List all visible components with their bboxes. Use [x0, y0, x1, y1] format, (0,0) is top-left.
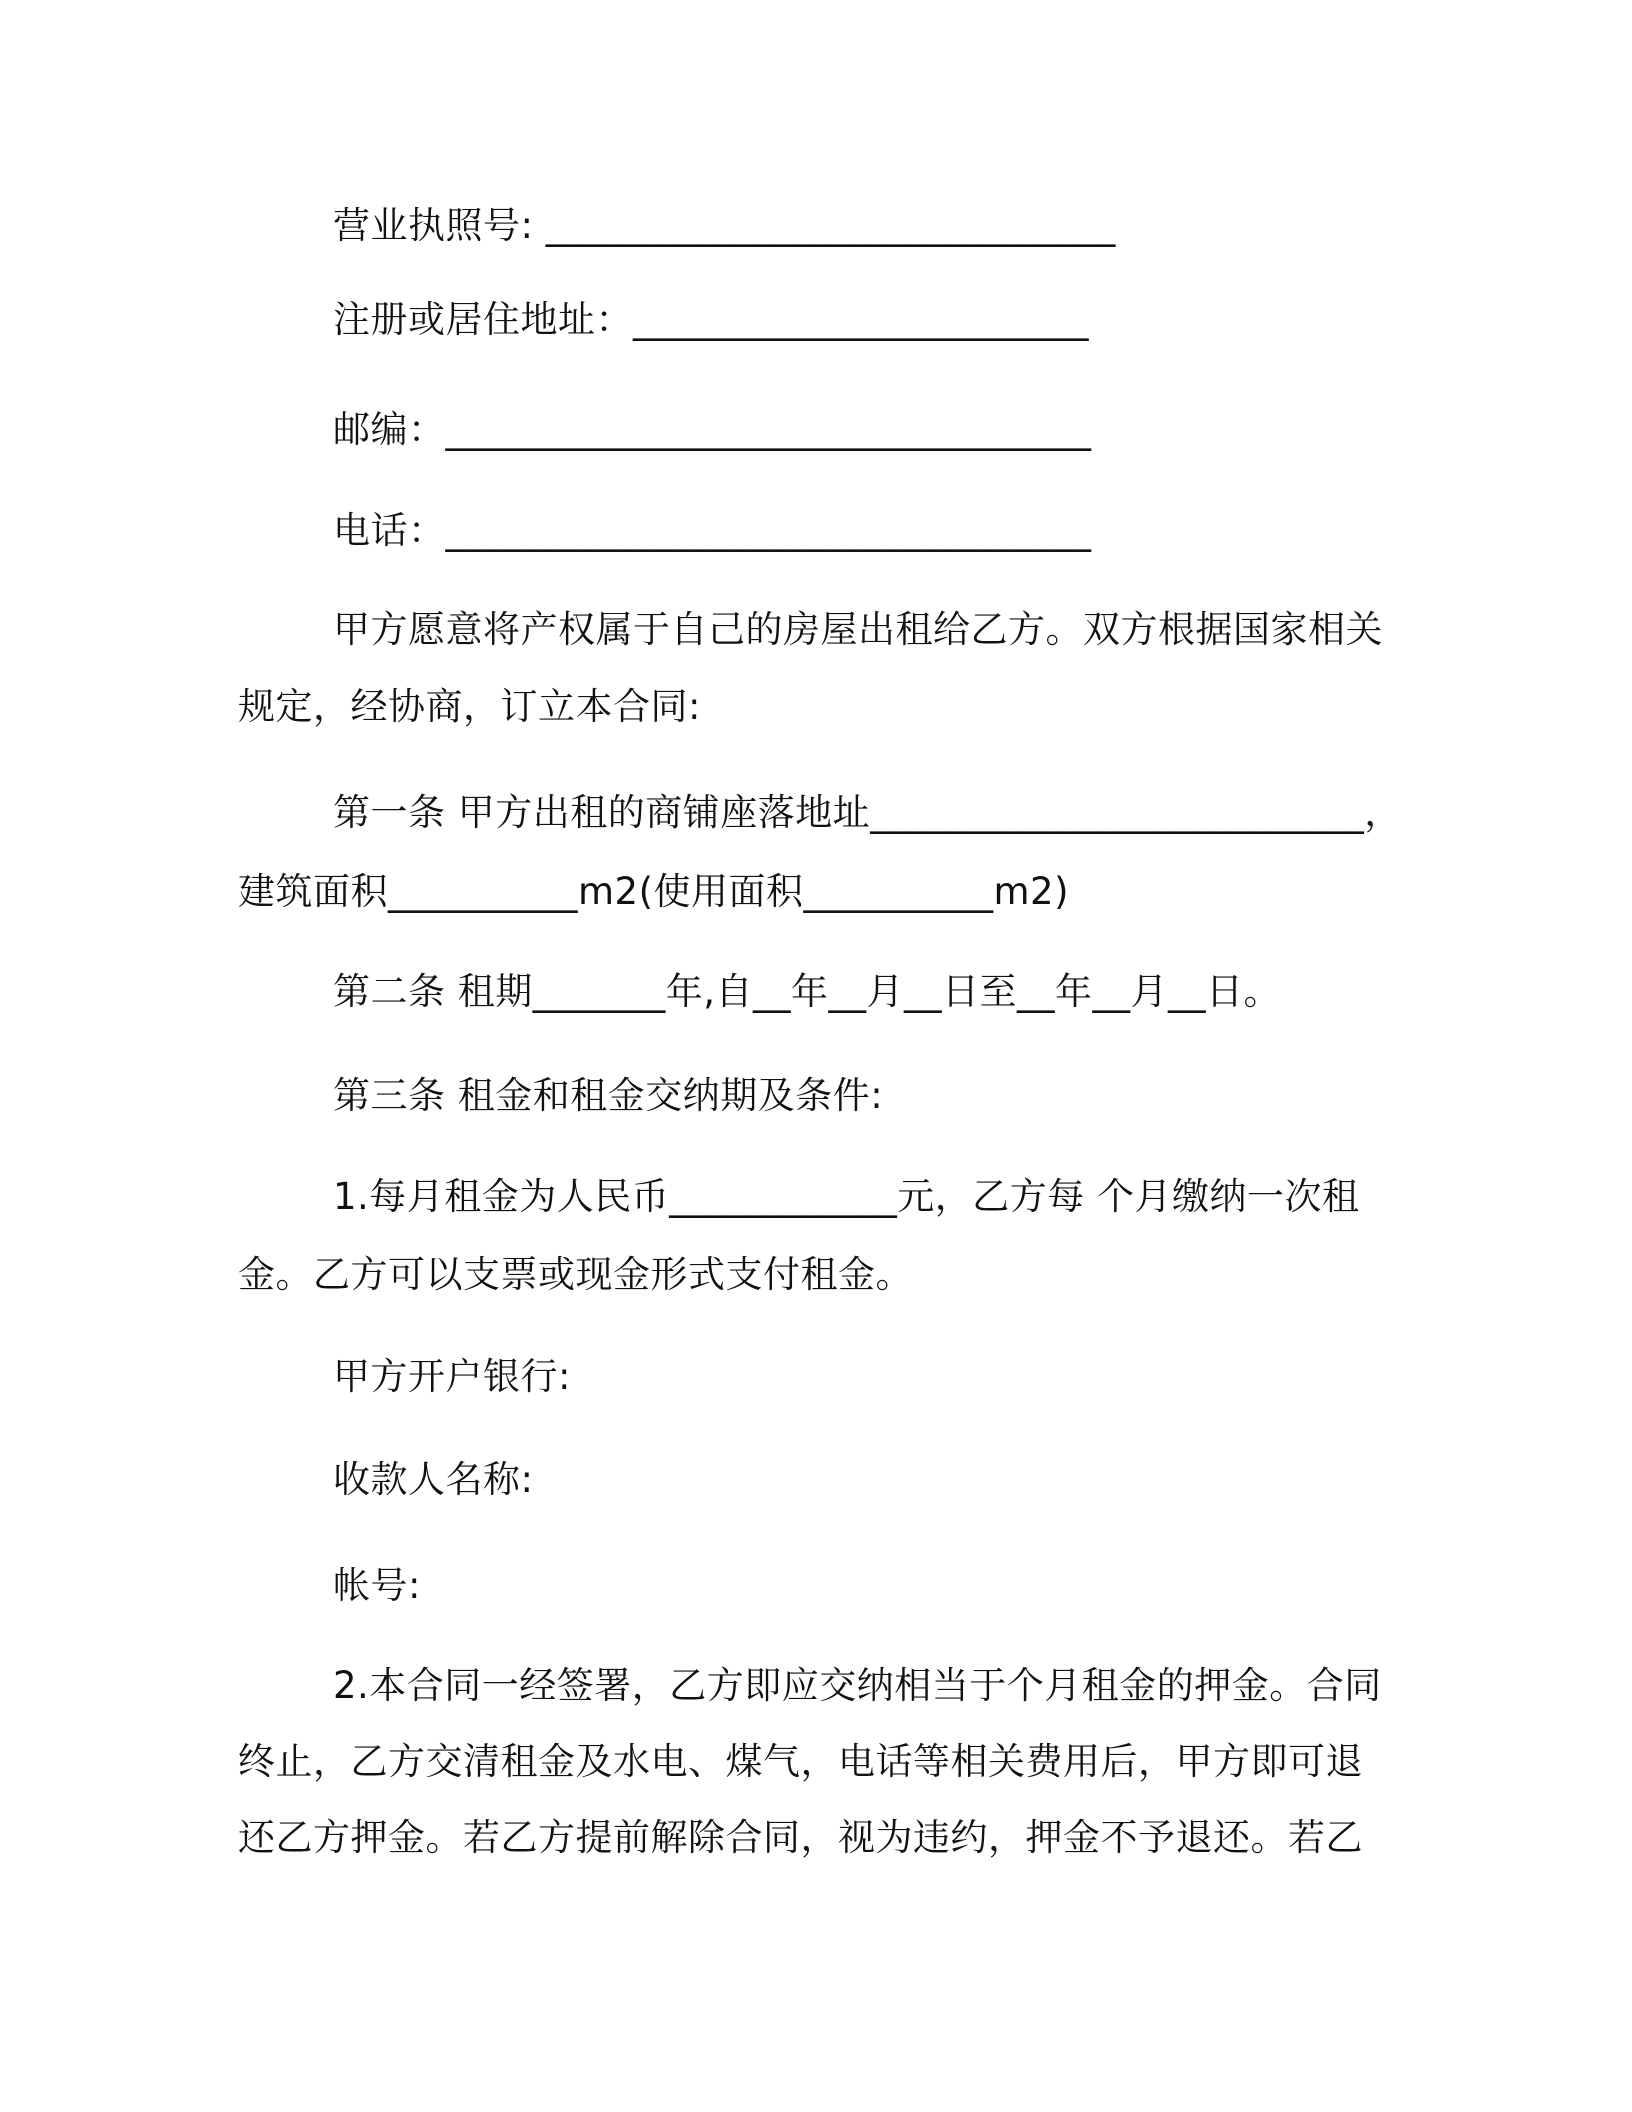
- business-license-line: 营业执照号: ______________________________: [333, 204, 1116, 247]
- article-3-heading: 第三条 租金和租金交纳期及条件:: [333, 1074, 884, 1117]
- bank-line: 甲方开户银行:: [333, 1355, 571, 1398]
- account-number-line: 帐号:: [333, 1564, 421, 1607]
- phone-line: 电话：__________________________________: [333, 509, 1092, 552]
- deposit-clause-line-1: 2.本合同一经签署，乙方即应交纳相当于个月租金的押金。合同: [333, 1664, 1382, 1707]
- article-2-line: 第二条 租期_______年,自__年__月__日至__年__月__日。: [333, 970, 1282, 1013]
- rent-clause-line-2: 金。乙方可以支票或现金形式支付租金。: [238, 1253, 913, 1296]
- deposit-clause-line-3: 还乙方押金。若乙方提前解除合同，视为违约，押金不予退还。若乙: [238, 1816, 1363, 1859]
- intro-paragraph-line-1: 甲方愿意将产权属于自己的房屋出租给乙方。双方根据国家相关: [333, 608, 1383, 651]
- article-1-line-2: 建筑面积__________m2(使用面积__________m2): [238, 870, 1070, 913]
- deposit-clause-line-2: 终止，乙方交清租金及水电、煤气，电话等相关费用后，甲方即可退: [238, 1740, 1363, 1783]
- intro-paragraph-line-2: 规定，经协商，订立本合同:: [238, 685, 701, 728]
- payee-name-line: 收款人名称:: [333, 1458, 534, 1501]
- postcode-line: 邮编：__________________________________: [333, 408, 1092, 451]
- article-1-line-1: 第一条 甲方出租的商铺座落地址__________________________，: [333, 791, 1402, 834]
- rent-clause-line-1: 1.每月租金为人民币____________元，乙方每 个月缴纳一次租: [333, 1175, 1360, 1218]
- address-line: 注册或居住地址：________________________: [333, 298, 1089, 341]
